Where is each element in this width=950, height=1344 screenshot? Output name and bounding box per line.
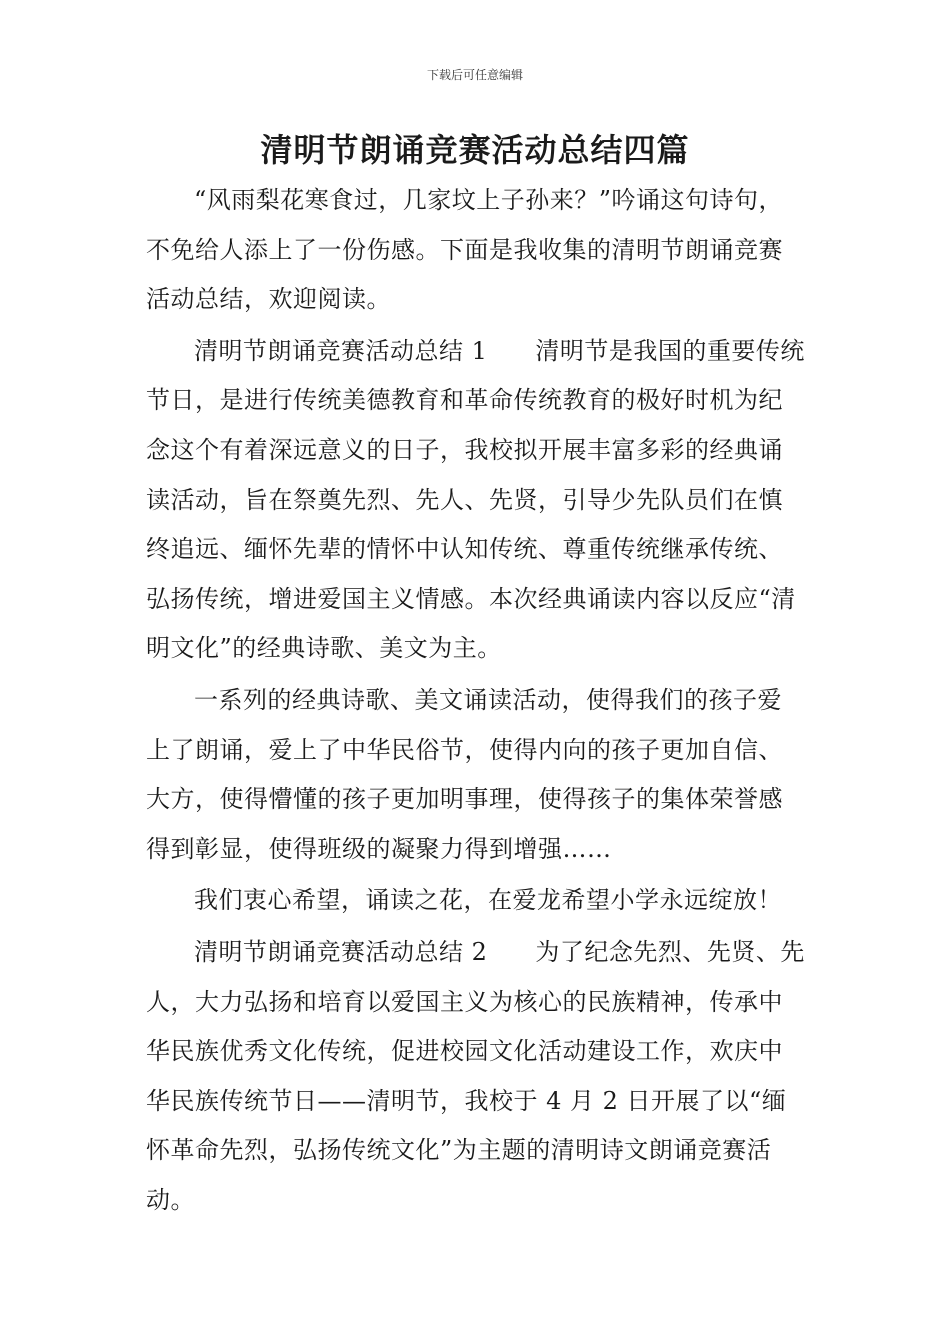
section-2-paragraph — [146, 928, 806, 1226]
section-2-heading: 清明节朗诵竞赛活动总结 2 — [194, 937, 488, 966]
paragraph-3: 我们衷心希望，诵读之花，在爱龙希望小学永远绽放！ — [194, 886, 782, 915]
section-1-text: 清明节是我国的重要传统节日，是进行传统美德教育和革命传统教育的极好时机为纪念这个有着深远意义的日子，我校拟开展丰富多彩的经典诵读活动，旨在祭奠先烈、先人、先贤，引导少先队员们在慎终追远、缅怀先辈的情怀中认知传统、尊重传统继承传统、弘扬传统，增进爱国主义情感。本次经典诵读内容以反应“清明文化”的经典诗歌、美文为主。 — [146, 336, 805, 663]
section-2-text: 为了纪念先烈、先贤、先人，大力弘扬和培育以爱国主义为核心的民族精神，传承中华民族优秀文化传统，促进校园文化活动建设工作，欢庆中华民族传统节日——清明节，我校于 4 月 2 日开展了以“缅怀革命先烈，弘扬传统文化”为主题的清明诗文朗诵竞赛活动。 — [146, 937, 805, 1214]
section-1-paragraph — [146, 327, 806, 674]
document-title: 清明节朗诵竞赛活动总结四篇 — [260, 131, 690, 169]
paragraph-2: 一系列的经典诗歌、美文诵读活动，使得我们的孩子爱上了朗诵，爱上了中华民俗节，使得内向的孩子更加自信、大方，使得懵懂的孩子更加明事理，使得孩子的集体荣誉感得到彰显，使得班级的凝聚力得到增强…… — [146, 685, 783, 863]
intro-paragraph: “风雨梨花寒食过，几家坟上子孙来？”吟诵这句诗句，不免给人添上了一份伤感。下面是我收集的清明节朗诵竞赛活动总结，欢迎阅读。 — [146, 186, 784, 314]
section-1-heading: 清明节朗诵竞赛活动总结 1 — [194, 336, 488, 365]
header-note: 下载后可任意编辑 — [426, 68, 523, 82]
document-body — [146, 176, 806, 1227]
